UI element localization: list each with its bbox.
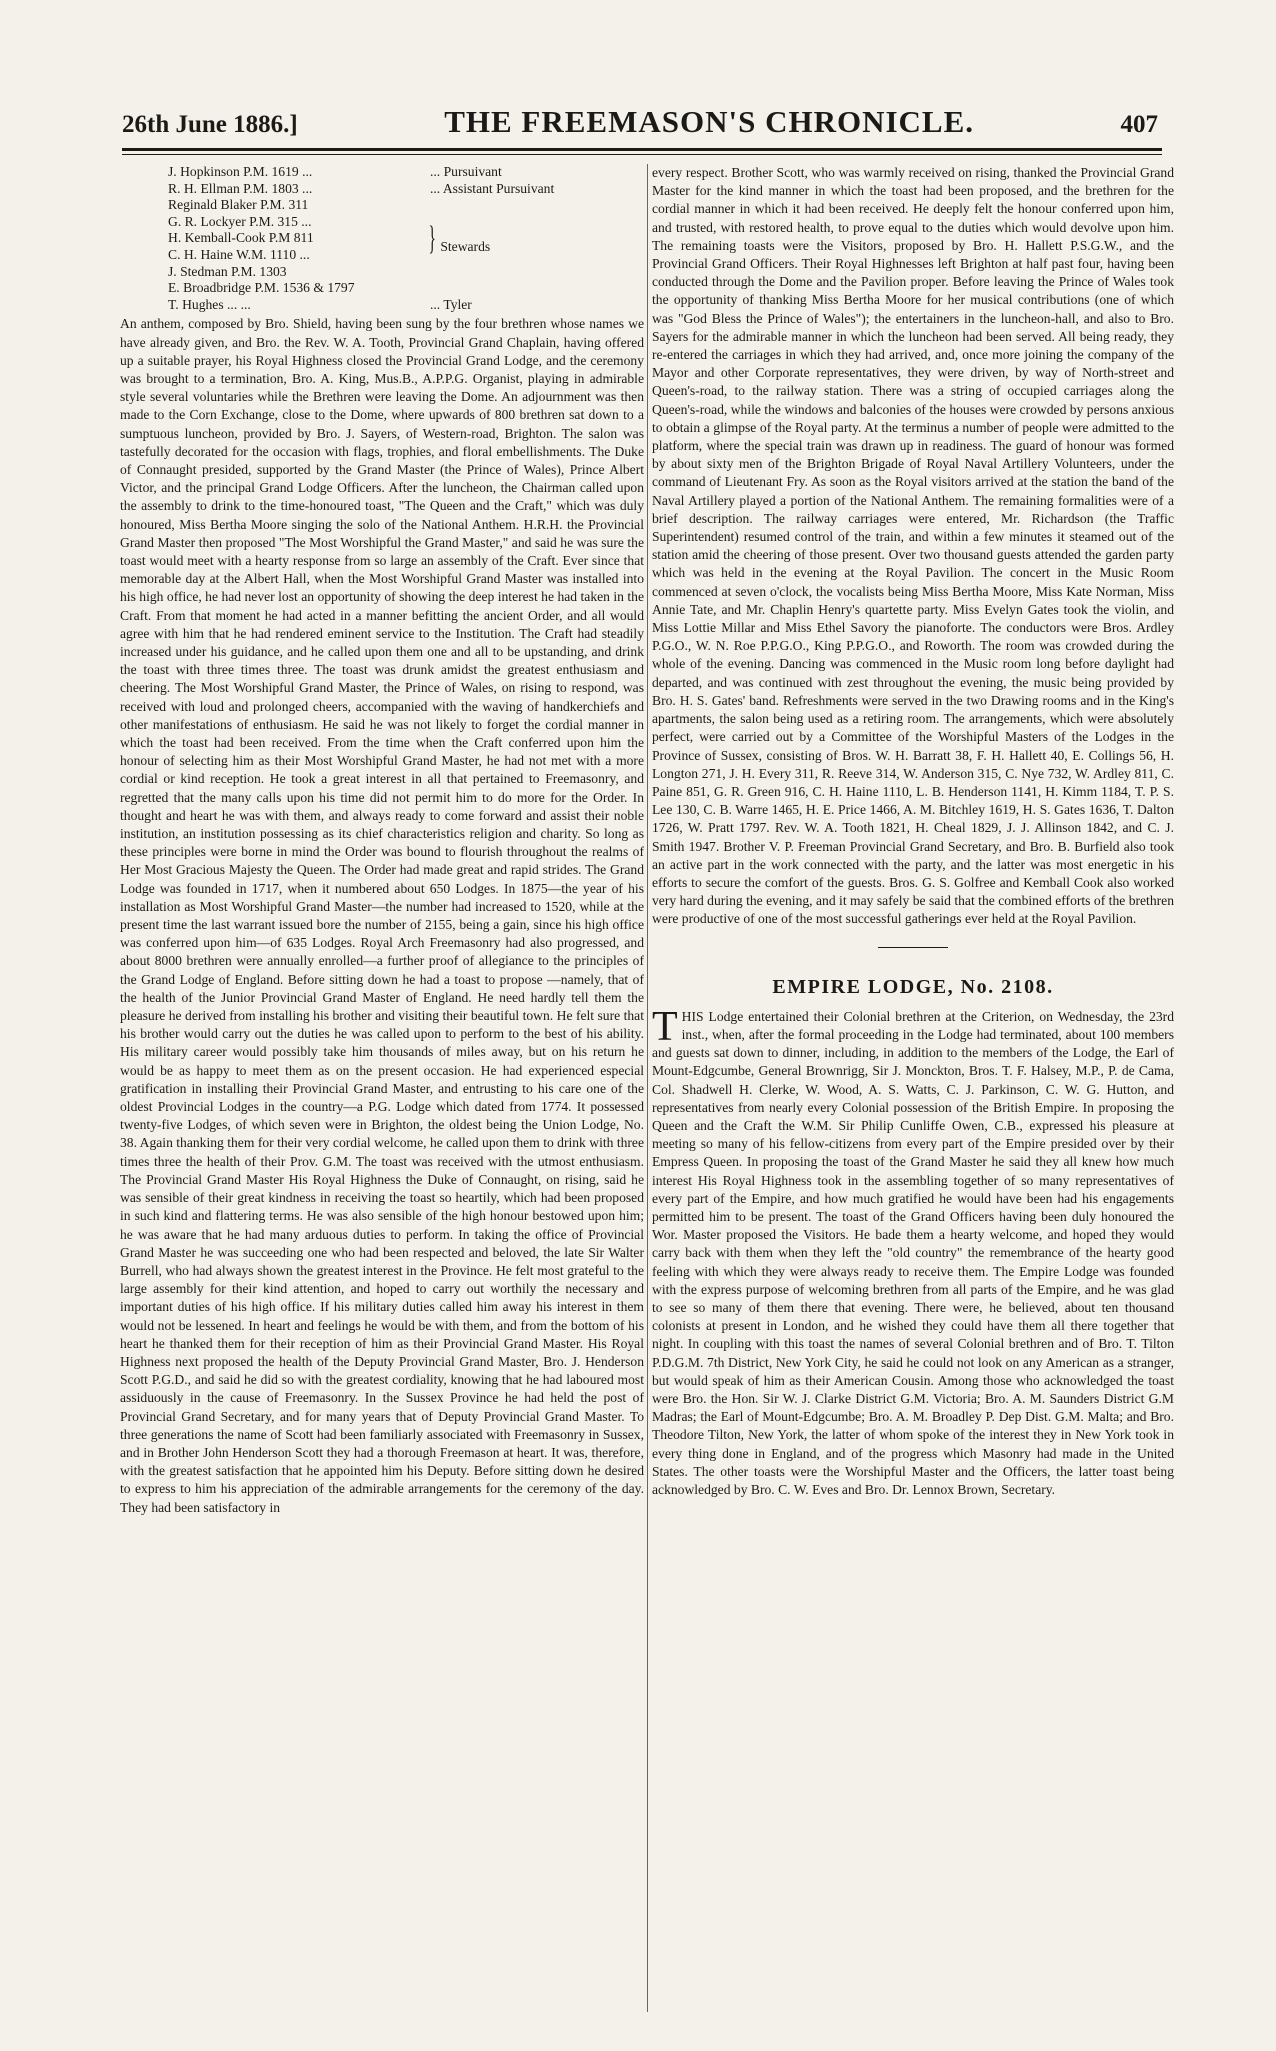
left-column <box>120 164 644 1517</box>
drop-cap: T <box>652 1003 678 1050</box>
article-paragraph: An anthem, composed by Bro. Shield, having been sung by the four brethren whose names we have already given, and Bro. the Rev. W. A. Tooth, Provincial Grand Chaplain, having offered up a suitable prayer, his Royal Highness closed the Provincial Grand Lodge, and the ceremony was brought to a termination, Bro. A. King, Mus.B., A.P.P.G. Organist, playing in admirable style several voluntaries while the Brethren were leaving the Dome. An adjournment was then made to the Corn Exchange, close to the Dome, where upwards of 800 brethren sat down to a sumptuous luncheon, provided by Bro. J. Sayers, of Western-road, Brighton. The salon was tastefully decorated for the occasion with flags, trophies, and floral embellishments. The Duke of Connaught presided, supported by the Grand Master (the Prince of Wales), Prince Albert Victor, and the principal Grand Lodge Officers. After the luncheon, the Chairman called upon the assembly to drink to the time-honoured toast, "The Queen and the Craft," which was duly honoured, Miss Bertha Moore singing the solo of the National Anthem. H.R.H. the Provincial Grand Master then proposed "The Most Worshipful the Grand Master," and said he was sure the toast would meet with a hearty response from so large an assembly of the Craft. Ever since that memorable day at the Albert Hall, when the Most Worshipful Grand Master was installed into his high office, he had never lost an opportunity of showing the deep interest he had taken in the Craft. From that moment he had acted in a manner befitting the ancient Order, and all would agree with him that he had rendered eminent service to the Institution. The Craft had steadily increased under his guidance, and he called upon them one and all to be upstanding, and drink the toast with three times three. The toast was drunk amidst the greatest enthusiasm and cheering. The Most Worshipful Grand Master, the Prince of Wales, on rising to respond, was received with loud and prolonged cheers, accompanied with the waving of handkerchiefs and other manifestations of enthusiasm. He said he was not likely to forget the cordial manner in which the toast had been received. From the time when the Craft conferred upon him the honour of selecting him as their Most Worshipful Grand Master, he had not met with a more cordial or kind reception. He took a great interest in all that pertained to Freemasonry, and regretted that the many calls upon his time did not permit him to do more for the Order. In thought and heart he was with them, and always ready to come forward and assist their noble institution, an institution possessing as its chief characteristics religion and charity. So long as these principles were borne in mind the Order was bound to flourish throughout the realms of Her Most Gracious Majesty the Queen. The Order had made great and rapid strides. The Grand Lodge was founded in 1717, when it numbered about 650 Lodges. In 1875—the year of his installation as Most Worshipful Grand Master—the number had increased to 1520, while at the present time the last warrant issued bore the number of 2155, being a gain, since his high office was conferred upon him—of 635 Lodges. Royal Arch Freemasonry had also progressed, and about 8000 brethren were annually enrolled—a further proof of allegiance to the principles of the Grand Lodge of England. Before sitting down he had a toast to propose —namely, that of the health of the Junior Provincial Grand Master of England. He need hardly tell them the pleasure he derived from installing his brother and visiting their beautiful town. He felt sure that his brother would carry out the duties he was called upon to perform to the best of his ability. His military career would possibly take him thousands of miles away, but on his return he would be as happy to meet them as on the present occasion. He had experienced especial gratification in installing their Provincial Grand Master, and entrusting to his care one of the oldest Provincial Lodges in the country—a P.G. Lodge which dated from 1774. It possessed twenty-five Lodges, of which seven were in Brighton, the oldest being the Union Lodge, No. 38. Again thanking them for their very cordial welcome, he called upon them to drink with three times three the health of their Prov. G.M. The toast was received with the utmost enthusiasm. The Provincial Grand Master His Royal Highness the Duke of Connaught, on rising, said he was sensible of their great kindness in receiving the toast so heartily, which had been proposed in such kind and flattering terms. He was also sensible of the high honour bestowed upon him; he was aware that he had many arduous duties to perform. In taking the office of Provincial Grand Master he was succeeding one who had been respected and beloved, the late Sir Walter Burrell, who had always shown the greatest interest in the Province. He felt most grateful to the large assembly for their kind attention, and hoped to carry out worthily the necessary and important duties of his high office. If his military duties called him away his interest in them would not be lessened. In heart and feelings he would be with them, and from the bottom of his heart he thanked them for their reception of him as their Provincial Grand Master. His Royal Highness next proposed the health of the Deputy Provincial Grand Master, Bro. J. Henderson Scott P.G.D., and said he did so with the greatest cordiality, knowing that he had laboured most assiduously in the cause of Freemasonry. In the Sussex Province he had held the post of Provincial Grand Secretary, and for many years that of Deputy Provincial Grand Master. To three generations the name of Scott had been familiarly associated with Freemasonry in Sussex, and in Brother John Henderson Scott they had a thorough Freemason at heart. It was, therefore, with the greatest satisfaction that he appointed him his Deputy. Before sitting down he desired to express to him his appreciation of the admirable arrangements for the ceremony of the day. They had been satisfactory in <box>120 316 644 1515</box>
steward-name: E. Broadbridge P.M. 1536 & 1797 <box>168 280 355 296</box>
right-column <box>652 164 1174 1499</box>
page-header <box>122 104 1158 144</box>
issue-date: 26th June 1886.] <box>122 111 298 138</box>
officer-row <box>120 181 644 198</box>
officer-row <box>120 164 644 181</box>
steward-name: G. R. Lockyer P.M. 315 ... <box>168 213 312 229</box>
empire-lodge-paragraph <box>652 1003 1174 1499</box>
steward-name: H. Kemball-Cook P.M 811 <box>168 230 314 246</box>
stewards-group <box>120 197 644 297</box>
steward-name: C. H. Haine W.M. 1110 ... <box>168 246 310 262</box>
article-paragraph: every respect. Brother Scott, who was warmly received on rising, thanked the Provincial Grand Master for the kind manner in which the toast had been proposed, and the brethren for the cordial manner in which it had been received. He deeply felt the honour conferred upon him, and trusted, with restored health, to prove equal to the duties which would devolve upon him. The remaining toasts were the Visitors, proposed by Bro. H. Hallett P.S.G.W., and the Provincial Grand Officers. Their Royal Highnesses left Brighton at half past four, having been conducted through the Dome and the Pavilion proper. Before leaving the Prince of Wales took the opportunity of thanking Miss Bertha Moore for her musical contributions (one of which was "God Bless the Prince of Wales"); the entertainers in the luncheon-hall, and also to Bro. Sayers for the admirable manner in which the luncheon had been served. All being ready, they re-entered the carriages in which they had arrived, and, once more joining the company of the Mayor and other Corporate representatives, they were driven, by way of North-street and Queen's-road, to the railway station. There was a string of occupied carriages along the Queen's-road, while the windows and balconies of the houses were crowded by persons anxious to obtain a glimpse of the Royal party. At the terminus a number of people were admitted to the platform, where the special train was drawn up in readiness. The guard of honour was formed by about sixty men of the Brighton Brigade of Royal Naval Artillery Volunteers, under the command of Lieutenant Fry. As soon as the Royal visitors arrived at the station the band of the Naval Artillery played a portion of the National Anthem. The remaining formalities were of a brief description. The railway carriages were entered, Mr. Richardson (the Traffic Superintendent) resumed control of the train, and within a few minutes it steamed out of the station amid the cheering of those present. Over two thousand guests attended the garden party which was held in the evening at the Royal Pavilion. The concert in the Music Room commenced at seven o'clock, the vocalists being Miss Bertha Moore, Miss Kate Norman, Miss Annie Tate, and Mr. Chaplin Henry's quartette party. Miss Evelyn Gates took the violin, and Miss Lottie Millar and Miss Ethel Savory the pianoforte. The conductors were Bros. Ardley P.G.O., W. N. Roe P.P.G.O., King P.P.G.O., and Roworth. The room was crowded during the whole of the evening. Dancing was commenced in the Music room long before daylight had departed, and was continued with zest throughout the evening, the music being provided by Bro. H. S. Gates' band. Refreshments were served in the two Drawing rooms and in the King's apartments, the salon being used as a retiring room. The arrangements, which were absolutely perfect, were carried out by a Committee of the Worshipful Masters of the Lodges in the Province of Sussex, consisting of Bros. W. H. Barratt 38, F. H. Hallett 40, E. Collings 56, H. Longton 271, J. H. Every 311, R. Reeve 314, W. Anderson 315, C. Nye 732, W. Ardley 811, C. Paine 851, G. R. Green 916, C. H. Haine 1110, L. B. Henderson 1141, H. Kimm 1184, T. P. S. Lee 130, C. B. Warre 1465, H. E. Price 1466, A. M. Bitchley 1619, H. S. Gates 1636, T. Dalton 1726, W. Pratt 1797. Rev. W. A. Tooth 1821, H. Cheal 1829, J. J. Allinson 1842, and C. J. Smith 1947. Brother V. P. Freeman Provincial Grand Secretary, and Bro. B. Burfield also took an active part in the work connected with the party, and the latter was most energetic in his efforts to secure the comfort of the guests. Bros. G. S. Golfree and Kemball Cook also worked very hard during the evening, and it may safely be said that the combined efforts of the brethren were productive of one of the most successful gatherings ever held at the Royal Pavilion. <box>652 165 1174 927</box>
section-divider <box>878 947 948 948</box>
brace-icon: } <box>428 220 436 258</box>
empire-lodge-text: HIS Lodge entertained their Colonial brethren at the Criterion, on Wednesday, the 23rd inst., when, after the formal proceeding in the Lodge had terminated, about 100 members and guests sat down to dinner, including, in addition to the members of the Lodge, the Earl of Mount-Edgcumbe, General Brownrigg, Sir J. Monckton, Bros. T. F. Halsey, M.P., P. de Cama, Col. Shadwell H. Clerke, W. Wood, A. S. Watts, C. J. Parkinson, C. W. G. Hutton, and representatives from nearly every Colonial possession of the British Empire. In proposing the Queen and the Craft the W.M. Sir Philip Cunliffe Owen, C.B., expressed his pleasure at meeting so many of his fellow-citizens from every part of the Empire presided over by their Empress Queen. In proposing the toast of the Grand Master he said they all knew how much interest His Royal Highness took in the assembling together of so many representatives of every part of the Empire, and how much gratified he would have been had his engagements permitted him to be present. The toast of the Grand Officers having been duly honoured the Wor. Master proposed the Visitors. He bade them a hearty welcome, and hoped they would carry back with them when they left the "old country" the remembrance of the hearty good feeling with which they were always ready to receive them. The Empire Lodge was founded with the express purpose of welcoming brethren from all parts of the Empire, and he was glad to see so many of them there that evening. There were, he believed, about ten thousand colonists at present in London, and he wished they could have them all there together that night. In coupling with this toast the names of several Colonial brethren and of Bro. T. Tilton P.D.G.M. 7th District, New York City, he said he could not look on any American as a stranger, but would speak of him as their American Cousin. Among those who acknowledged the toast were Bro. the Hon. Sir W. J. Clarke District G.M. Victoria; Bro. A. M. Saunders District G.M Madras; the Earl of Mount-Edgcumbe; Bro. A. M. Broadley P. Dep Dist. G.M. Malta; and Bro. Theodore Tilton, New York, the latter of whom spoke of the interest they in New York took in every thing done in England, and of the progress which Masonry had made in the United States. The other toasts were the Worshipful Master and the Officers, the latter toast being acknowledged by Bro. C. W. Eves and Bro. Dr. Lennox Brown, Secretary. <box>652 1008 1174 1498</box>
header-rule-thin <box>122 154 1162 155</box>
officer-title: ... Pursuivant <box>430 164 502 179</box>
officer-row <box>120 297 644 314</box>
officers-list <box>120 164 644 313</box>
page-number: 407 <box>1120 111 1158 138</box>
publication-title: THE FREEMASON'S CHRONICLE. <box>444 104 975 139</box>
steward-name: Reginald Blaker P.M. 311 <box>168 197 309 213</box>
officer-name: R. H. Ellman P.M. 1803 ... <box>168 180 313 196</box>
officer-title: ... Assistant Pursuivant <box>430 180 555 196</box>
officer-title: ... Tyler <box>430 296 472 312</box>
header-rule-thick <box>122 148 1162 151</box>
officer-name: J. Hopkinson P.M. 1619 ... <box>168 164 313 179</box>
section-heading: EMPIRE LODGE, No. 2108. <box>772 975 1054 998</box>
stewards-label: Stewards <box>440 238 491 254</box>
stewards-names <box>168 197 418 297</box>
column-divider <box>647 164 648 2012</box>
steward-name: J. Stedman P.M. 1303 <box>168 263 287 279</box>
officer-name: T. Hughes ... ... <box>168 296 251 312</box>
